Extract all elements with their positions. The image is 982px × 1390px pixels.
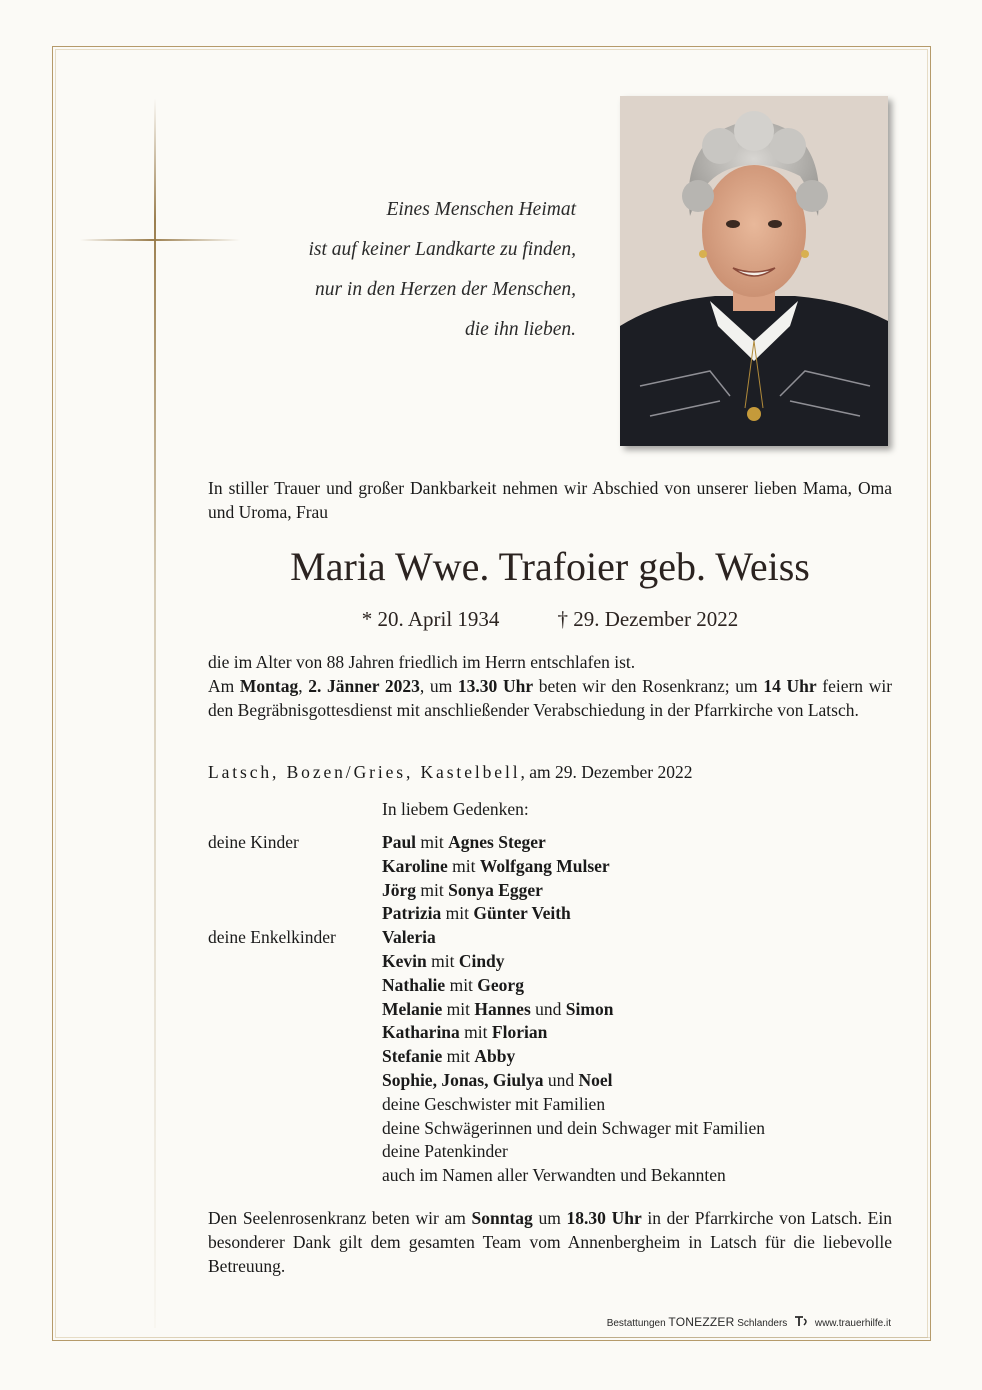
list-item <box>382 902 765 926</box>
mourner-name: Sophie, Jonas, Giulya <box>382 1069 544 1090</box>
funeral-home-footer <box>603 1314 891 1333</box>
text-fragment: mit <box>416 879 449 900</box>
text-fragment: Den Seelenrosenkranz beten wir am <box>208 1208 472 1228</box>
mass-time: 14 Uhr <box>763 675 817 696</box>
mourner-name: Stefanie <box>382 1046 443 1067</box>
mourner-name: Karoline <box>382 855 448 876</box>
list-item <box>382 831 765 855</box>
list-item <box>382 998 765 1022</box>
mourner-name: Katharina <box>382 1022 460 1043</box>
text-fragment: , um <box>419 675 458 696</box>
mourner-name: Georg <box>477 974 524 995</box>
mourner-name: Sonya Egger <box>448 879 543 900</box>
text-fragment: in der Pfarrkirche von Latsch. Ein besonderer Dank gilt dem gesamten Team vom Annenbergheim in Latsch für die liebevolle Betreuung. <box>208 1208 892 1276</box>
towns: Latsch, Bozen/Gries, Kastelbell <box>208 762 521 782</box>
quote-line: die ihn lieben. <box>464 319 576 340</box>
text-fragment: feiern wir den Begräbnisgottesdienst mit anschließender Verabschiedung in der Pfarrkirche von Latsch. <box>208 675 893 720</box>
service-day: Montag <box>239 675 299 696</box>
place-date: , am 29. Dezember 2022 <box>520 762 693 782</box>
portrait-illustration <box>620 96 888 446</box>
memory-heading: In liebem Gedenken: <box>382 799 529 819</box>
mourner-name: Günter Veith <box>473 903 571 924</box>
list-item: deine Patenkinder <box>382 1141 508 1162</box>
text-fragment: um <box>532 1208 567 1228</box>
footer-suffix: Schlanders <box>734 1318 788 1330</box>
text-fragment: mit <box>442 998 475 1019</box>
list-item <box>382 855 765 879</box>
mourner-name: Paul <box>382 832 417 852</box>
list-item <box>382 926 765 950</box>
mourner-name: Jörg <box>382 879 417 900</box>
footer-brand: TONEZZER <box>668 1315 735 1330</box>
cross-vertical-beam <box>154 98 156 1328</box>
list-item: auch im Namen aller Verwandten und Bekannten <box>382 1165 726 1186</box>
deceased-name: Maria Wwe. Trafoier geb. Weiss <box>290 544 810 589</box>
children-label: deine Kinder <box>208 832 299 852</box>
quote-line: nur in den Herzen der Menschen, <box>314 279 576 300</box>
footer-website[interactable]: www.trauerhilfe.it <box>814 1318 891 1330</box>
birth-date: * 20. April 1934 <box>361 607 500 631</box>
mourner-name: Wolfgang Mulser <box>479 855 610 876</box>
list-item <box>382 974 765 998</box>
mourner-name: Nathalie <box>382 974 446 995</box>
list-item <box>382 1045 765 1069</box>
grandchildren-label: deine Enkelkinder <box>208 927 336 947</box>
text-fragment: mit <box>442 1046 475 1067</box>
mourner-name: Abby <box>474 1046 516 1067</box>
mourner-name: Kevin <box>382 950 427 971</box>
cross-horizontal-beam <box>80 239 240 241</box>
list-item: deine Schwägerinnen und dein Schwager mit Familien <box>382 1117 765 1138</box>
service-paragraph <box>208 675 892 723</box>
mourner-name: Agnes Steger <box>448 832 546 852</box>
text-fragment: beten wir den Rosenkranz; um <box>533 675 764 696</box>
trauerhilfe-logo-icon <box>793 1314 809 1333</box>
mourner-name: Cindy <box>458 950 505 971</box>
age-line: die im Alter von 88 Jahren friedlich im Herrn entschlafen ist. <box>208 652 636 672</box>
list-item: deine Geschwister mit Familien <box>382 1093 606 1114</box>
list-item <box>382 950 765 974</box>
rosary-time: 13.30 Uhr <box>457 675 534 696</box>
footer-prefix: Bestattungen <box>606 1318 669 1330</box>
mourner-name: Valeria <box>382 927 436 948</box>
memorial-quote <box>240 190 576 350</box>
mourner-name: Florian <box>491 1022 548 1043</box>
mourner-name: Simon <box>565 998 614 1019</box>
text-fragment: mit <box>441 903 474 924</box>
list-item <box>382 879 765 903</box>
list-item <box>382 1021 765 1045</box>
text-fragment: mit <box>416 832 449 852</box>
text-fragment: und <box>530 998 566 1019</box>
text-fragment: und <box>543 1069 579 1090</box>
text-fragment: Am <box>208 675 240 696</box>
text-fragment: mit <box>426 950 459 971</box>
text-fragment: , <box>298 675 309 696</box>
closing-text <box>208 1207 892 1278</box>
place-date-line <box>208 759 693 785</box>
mourner-name: Melanie <box>382 998 443 1019</box>
quote-line: ist auf keiner Landkarte zu finden, <box>308 239 576 260</box>
text-fragment: mit <box>459 1022 492 1043</box>
portrait-photo <box>620 96 888 446</box>
mourner-name: Patrizia <box>382 903 442 924</box>
intro-text: In stiller Trauer und großer Dankbarkeit nehmen wir Abschied von unserer lieben Mama, Oma und Uroma, Frau <box>208 478 892 522</box>
rosary-time: 18.30 Uhr <box>566 1208 642 1228</box>
mourner-name: Hannes <box>474 998 531 1019</box>
rosary-day: Sonntag <box>471 1208 533 1228</box>
life-dates <box>208 604 892 634</box>
text-fragment: mit <box>447 855 480 876</box>
service-date: 2. Jänner 2023 <box>308 675 420 696</box>
mourners-list <box>382 831 765 1188</box>
bottom-divider <box>95 1337 931 1338</box>
mourner-name: Noel <box>578 1069 613 1090</box>
list-item <box>382 1069 765 1093</box>
funeral-details <box>208 651 892 722</box>
text-fragment: mit <box>445 974 478 995</box>
death-date: † 29. Dezember 2022 <box>557 607 739 631</box>
quote-line: Eines Menschen Heimat <box>386 199 576 220</box>
